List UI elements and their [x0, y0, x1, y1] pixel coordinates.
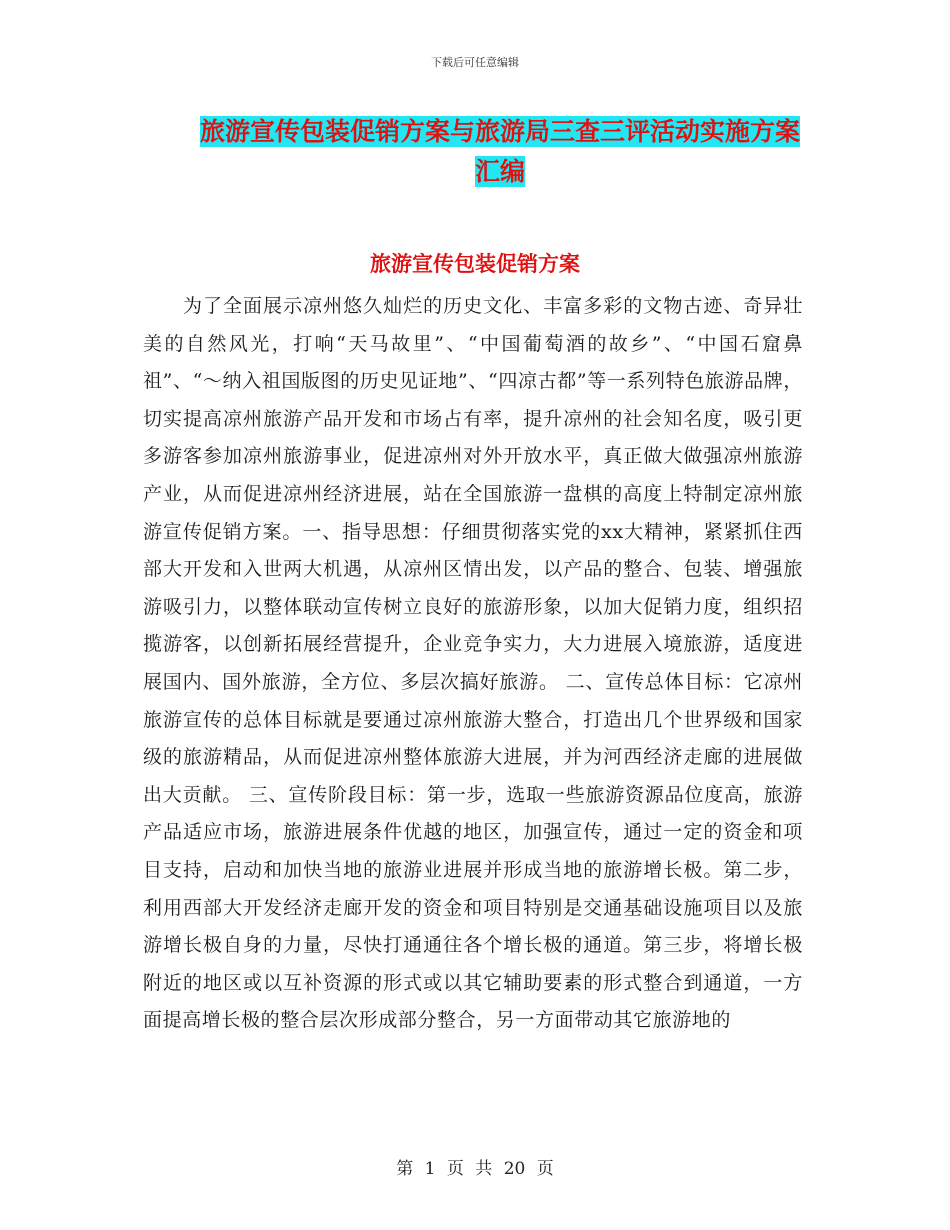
document-title: [190, 112, 810, 192]
document-title-text: 旅游宣传包装促销方案与旅游局三查三评活动实施方案汇编: [199, 117, 800, 186]
page-header-note: 下载后可任意编辑: [431, 56, 519, 69]
section-title: 旅游宣传包装促销方案: [370, 252, 580, 276]
body-paragraph: 为了全面展示凉州悠久灿烂的历史文化、丰富多彩的文物古迹、奇异壮美的自然风光，打响“天马故里”、“中国葡萄酒的故乡”、“中国石窟鼻祖”、“～纳入祖国版图的历史见证地”、“四凉古都”等一系列特色旅游品牌，切实提高凉州旅游产品开发和市场占有率，提升凉州的社会知名度，吸引更多游客参加凉州旅游事业，促进凉州对外开放水平，真正做大做强凉州旅游产业，从而促进凉州经济进展，站在全国旅游一盘棋的高度上特制定凉州旅游宣传促销方案。一、指导思想：仔细贯彻落实党的xx大精神，紧紧抓住西部大开发和入世两大机遇，从凉州区情出发，以产品的整合、包装、增强旅游吸引力，以整体联动宣传树立良好的旅游形象，以加大促销力度，组织招揽游客，以创新拓展经营提升，企业竞争实力，大力进展入境旅游，适度进展国内、国外旅游，全方位、多层次搞好旅游。 二、宣传总体目标：它凉州旅游宣传的总体目标就是要通过凉州旅游大整合，打造出几个世界级和国家级的旅游精品，从而促进凉州整体旅游大进展，并为河西经济走廊的进展做出大贡献。 三、宣传阶段目标：第一步，选取一些旅游资源品位度高，旅游产品适应市场，旅游进展条件优越的地区，加强宣传，通过一定的资金和项目支持，启动和加快当地的旅游业进展并形成当地的旅游增长极。第二步，利用西部大开发经济走廊开发的资金和项目特别是交通基础设施项目以及旅游增长极自身的力量，尽快打通通往各个增长极的通道。第三步，将增长极附近的地区或以互补资源的形式或以其它辅助要素的形式整合到通道，一方面提高增长极的整合层次形成部分整合，另一方面带动其它旅游地的: [143, 295, 803, 1032]
page-footer: 第 1 页 共 20 页: [396, 1159, 554, 1179]
